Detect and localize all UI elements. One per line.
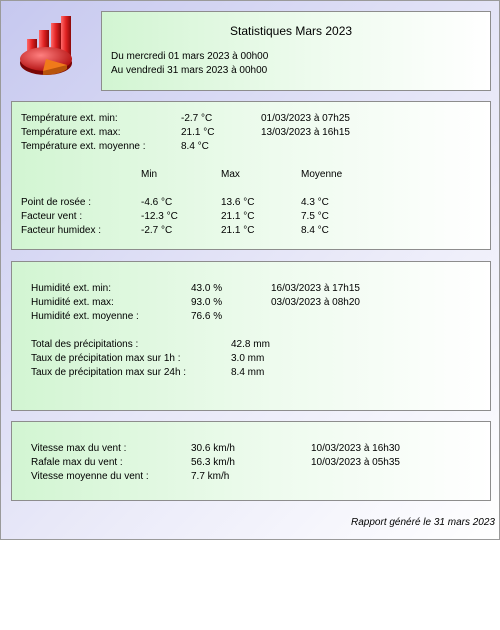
humidity-min-date: 16/03/2023 à 17h15 xyxy=(271,283,360,294)
temp-max-value: 21.1 °C xyxy=(181,127,215,138)
humidex-max: 21.1 °C xyxy=(221,225,255,236)
precip-total-label: Total des précipitations : xyxy=(31,339,139,350)
precip-rate-24h-value: 8.4 mm xyxy=(231,367,265,378)
temp-max-date: 13/03/2023 à 16h15 xyxy=(261,127,350,138)
dewpoint-max: 13.6 °C xyxy=(221,197,255,208)
header-panel xyxy=(101,11,491,91)
wind-max-date: 10/03/2023 à 16h30 xyxy=(311,443,400,454)
windchill-max: 21.1 °C xyxy=(221,211,255,222)
temperature-panel xyxy=(11,101,491,250)
temp-avg-value: 8.4 °C xyxy=(181,141,209,152)
humidity-min-value: 43.0 % xyxy=(191,283,223,294)
precip-total-value: 42.8 mm xyxy=(231,339,270,350)
page-title: Statistiques Mars 2023 xyxy=(230,24,353,38)
humidex-min: -2.7 °C xyxy=(141,225,173,236)
wind-avg-value: 7.7 km/h xyxy=(191,471,230,482)
windchill-avg: 7.5 °C xyxy=(301,211,329,222)
wind-gust-value: 56.3 km/h xyxy=(191,457,235,468)
humidity-max-date: 03/03/2023 à 08h20 xyxy=(271,297,360,308)
humidity-max-value: 93.0 % xyxy=(191,297,223,308)
period-from: Du mercredi 01 mars 2023 à 00h00 xyxy=(111,51,269,62)
humidity-min-label: Humidité ext. min: xyxy=(31,283,112,294)
humidity-avg-label: Humidité ext. moyenne : xyxy=(31,311,139,322)
precip-rate-24h-label: Taux de précipitation max sur 24h : xyxy=(31,367,187,378)
wind-max-value: 30.6 km/h xyxy=(191,443,235,454)
windchill-min: -12.3 °C xyxy=(141,211,178,222)
temp-max-label: Température ext. max: xyxy=(21,127,121,138)
temp-min-date: 01/03/2023 à 07h25 xyxy=(261,113,350,124)
dewpoint-label: Point de rosée : xyxy=(21,197,92,208)
period-to: Au vendredi 31 mars 2023 à 00h00 xyxy=(111,65,268,76)
wind-panel xyxy=(11,421,491,501)
windchill-label: Facteur vent : xyxy=(21,211,83,222)
humidex-avg: 8.4 °C xyxy=(301,225,329,236)
column-header-avg: Moyenne xyxy=(301,169,343,180)
wind-gust-date: 10/03/2023 à 05h35 xyxy=(311,457,400,468)
humidex-label: Facteur humidex : xyxy=(21,225,102,236)
precip-rate-1h-value: 3.0 mm xyxy=(231,353,265,364)
humidity-panel xyxy=(11,261,491,411)
wind-gust-label: Rafale max du vent : xyxy=(31,457,123,468)
wind-avg-label: Vitesse moyenne du vent : xyxy=(31,471,149,482)
column-header-max: Max xyxy=(221,169,240,180)
dewpoint-avg: 4.3 °C xyxy=(301,197,329,208)
bar-pie-chart-icon xyxy=(13,13,79,83)
precip-rate-1h-label: Taux de précipitation max sur 1h : xyxy=(31,353,181,364)
wind-max-label: Vitesse max du vent : xyxy=(31,443,127,454)
temp-min-value: -2.7 °C xyxy=(181,113,213,124)
humidity-avg-value: 76.6 % xyxy=(191,311,223,322)
report-footer: Rapport généré le 31 mars 2023 xyxy=(351,517,495,528)
temp-avg-label: Température ext. moyenne : xyxy=(21,141,146,152)
dewpoint-min: -4.6 °C xyxy=(141,197,173,208)
humidity-max-label: Humidité ext. max: xyxy=(31,297,114,308)
temp-min-label: Température ext. min: xyxy=(21,113,118,124)
column-header-min: Min xyxy=(141,169,158,180)
